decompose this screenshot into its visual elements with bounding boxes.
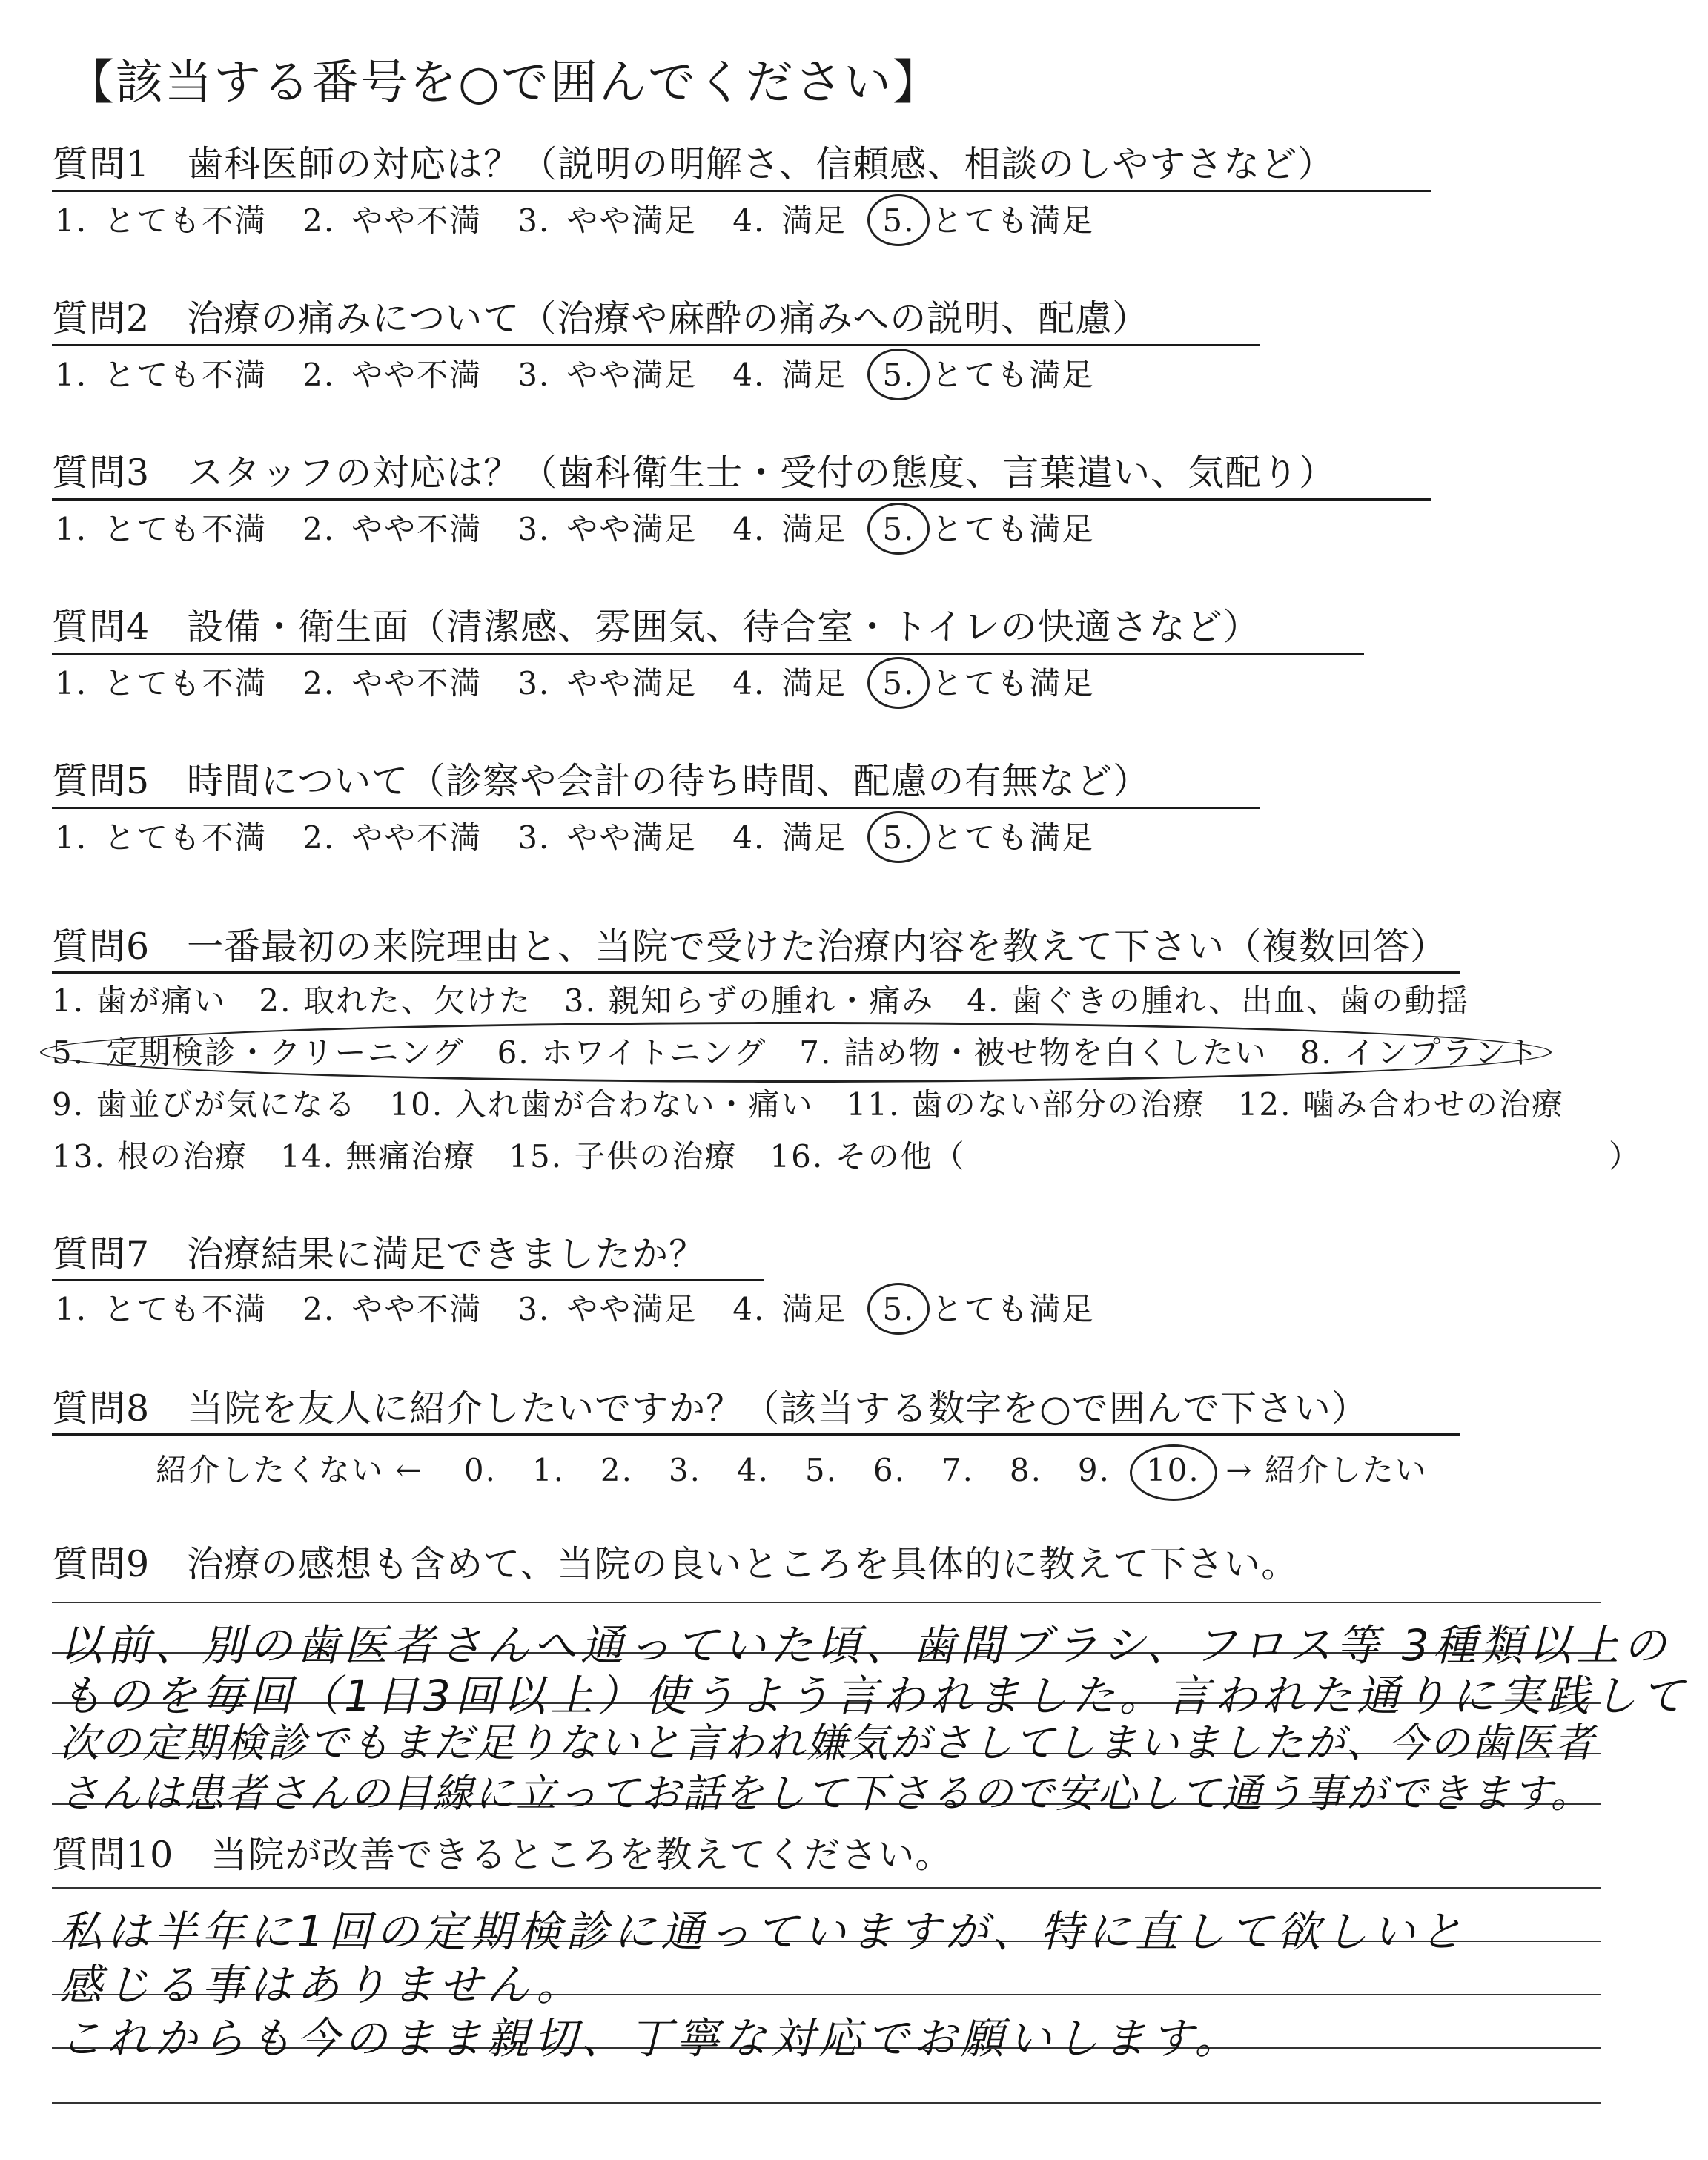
q7-underline <box>52 1279 764 1281</box>
q7-option-1-num: 1. <box>55 1291 88 1327</box>
q7-option-1[interactable] <box>52 1289 267 1330</box>
q5-title: 質問5 時間について（診察や会計の待ち時間、配慮の有無など） <box>52 760 1151 802</box>
q9-rule-0 <box>52 1602 1601 1603</box>
q4-option-4-num: 4. <box>732 665 766 701</box>
q4-option-1[interactable] <box>52 663 267 704</box>
q2-option-5-label: とても満足 <box>931 357 1095 393</box>
q5-option-1-label: とても不満 <box>104 819 268 856</box>
q2-option-1-label: とても不満 <box>104 357 268 393</box>
q9-answer-line-4[interactable]: さんは患者さんの目線に立ってお話をして下さるので安心して通う事ができます。 <box>59 1770 1592 1817</box>
q1-option-1-label: とても不満 <box>104 202 268 239</box>
q1-option-5[interactable] <box>879 200 1094 242</box>
q3-option-5-label: とても満足 <box>931 511 1095 547</box>
q3-option-4-num: 4. <box>732 511 766 547</box>
q5-option-4[interactable] <box>729 817 847 859</box>
q10-title: 質問10 当院が改善できるところを教えてください。 <box>52 1834 953 1876</box>
q4-option-3[interactable] <box>514 663 697 704</box>
q3-option-3-num: 3. <box>517 511 551 547</box>
q5-option-3[interactable] <box>514 817 697 859</box>
q2-option-3-label: やや満足 <box>566 357 698 393</box>
q3-option-4[interactable] <box>729 509 847 550</box>
q4-option-5[interactable] <box>879 663 1094 704</box>
q8-right-label: → 紹介したい <box>1225 1452 1428 1488</box>
q2-option-3[interactable] <box>514 354 697 396</box>
q10-answer-line-2[interactable]: 感じる事はありません。 <box>59 1960 584 2010</box>
q7-option-5-label: とても満足 <box>931 1291 1095 1327</box>
q3-option-5-num: 5. <box>879 509 918 550</box>
q8-scale-2[interactable]: 2. <box>600 1452 633 1488</box>
q3-title: 質問3 スタッフの対応は？（歯科衛生士・受付の態度、言葉遣い、気配り） <box>52 452 1337 494</box>
q4-underline <box>52 653 1364 655</box>
q2-option-2-num: 2. <box>302 357 336 393</box>
q6-underline <box>52 971 1460 974</box>
q2-option-2[interactable] <box>299 354 482 396</box>
q1-underline <box>52 190 1431 192</box>
q6-row-2 <box>52 1028 1540 1078</box>
q3-option-1[interactable] <box>52 509 267 550</box>
q6-row-1: 1. 歯が痛い 2. 取れた、欠けた 3. 親知らずの腫れ・痛み 4. 歯ぐきの腫れ、出血、歯の動揺 <box>52 982 1470 1019</box>
q5-option-5-label: とても満足 <box>931 819 1095 856</box>
q3-option-2[interactable] <box>299 509 482 550</box>
q8-scale-5[interactable]: 5. <box>804 1452 838 1488</box>
q4-options <box>52 663 1127 704</box>
q1-option-1[interactable] <box>52 200 267 242</box>
q5-options <box>52 817 1127 859</box>
q8-scale-4[interactable]: 4. <box>736 1452 769 1488</box>
q1-option-5-num: 5. <box>879 200 918 242</box>
q2-option-3-num: 3. <box>517 357 551 393</box>
q5-option-4-label: 満足 <box>781 819 847 856</box>
q4-option-4[interactable] <box>729 663 847 704</box>
q6-other-close: ） <box>1609 1138 1642 1175</box>
q3-option-1-num: 1. <box>55 511 88 547</box>
q2-option-4-label: 満足 <box>781 357 847 393</box>
q1-title: 質問1 歯科医師の対応は？（説明の明解さ、信頼感、相談のしやすさなど） <box>52 143 1335 185</box>
q7-option-4[interactable] <box>729 1289 847 1330</box>
q8-title: 質問8 当院を友人に紹介したいですか？（該当する数字を○で囲んで下さい） <box>52 1387 1368 1430</box>
q8-scale <box>464 1452 1214 1488</box>
q2-option-1-num: 1. <box>55 357 88 393</box>
q5-option-3-label: やや満足 <box>566 819 698 856</box>
q6-selected-option[interactable]: 5. <box>52 1034 85 1071</box>
q1-option-2[interactable] <box>299 200 482 242</box>
q4-option-5-num: 5. <box>879 663 918 704</box>
page-header: 【該当する番号を○で囲んでください】 <box>67 56 941 110</box>
q1-option-3-label: やや満足 <box>566 202 698 239</box>
q5-option-2-num: 2. <box>302 819 336 856</box>
q1-option-4-label: 満足 <box>781 202 847 239</box>
q2-option-5-num: 5. <box>879 354 918 396</box>
q4-option-3-num: 3. <box>517 665 551 701</box>
q7-options <box>52 1289 1127 1330</box>
q5-underline <box>52 807 1260 809</box>
q2-option-4-num: 4. <box>732 357 766 393</box>
q2-options <box>52 354 1127 396</box>
q2-option-1[interactable] <box>52 354 267 396</box>
q3-options <box>52 509 1127 550</box>
q10-answer-line-1[interactable]: 私は半年に1回の定期検診に通っていますが、特に直して欲しいと <box>59 1906 1467 1957</box>
q7-option-3-label: やや満足 <box>566 1291 698 1327</box>
q4-option-5-label: とても満足 <box>931 665 1095 701</box>
q8-left-label: 紹介したくない ← <box>156 1452 423 1488</box>
q6-row-2-text: 定期検診・クリーニング 6. ホワイトニング 7. 詰め物・被せ物を白くしたい 8. インプラント <box>106 1034 1540 1071</box>
q1-option-1-num: 1. <box>55 202 88 239</box>
q8-scale-6[interactable]: 6. <box>873 1452 906 1488</box>
q3-option-3[interactable] <box>514 509 697 550</box>
q5-option-2[interactable] <box>299 817 482 859</box>
q7-option-2-label: やや不満 <box>351 1291 483 1327</box>
q1-option-3-num: 3. <box>517 202 551 239</box>
q9-title: 質問9 治療の感想も含めて、当院の良いところを具体的に教えて下さい。 <box>52 1543 1299 1585</box>
q8-underline <box>52 1433 1460 1436</box>
q5-option-4-num: 4. <box>732 819 766 856</box>
q1-options <box>52 200 1127 242</box>
q2-option-5[interactable] <box>879 354 1094 396</box>
q9-answer-line-3[interactable]: 次の定期検診でもまだ足りないと言われ嫌気がさしてしまいましたが、今の歯医者 <box>59 1720 1595 1766</box>
q4-option-2[interactable] <box>299 663 482 704</box>
q3-underline <box>52 498 1431 501</box>
q10-answer-line-3[interactable]: これからも今のまま親切、丁寧な対応でお願いします。 <box>59 2013 1242 2064</box>
q7-option-5[interactable] <box>879 1289 1094 1330</box>
q4-title: 質問4 設備・衛生面（清潔感、雰囲気、待合室・トイレの快適さなど） <box>52 606 1260 648</box>
q1-option-3[interactable] <box>514 200 697 242</box>
q3-option-2-label: やや不満 <box>351 511 483 547</box>
q7-option-3[interactable] <box>514 1289 697 1330</box>
q1-option-5-label: とても満足 <box>931 202 1095 239</box>
q2-title: 質問2 治療の痛みについて（治療や麻酔の痛みへの説明、配慮） <box>52 297 1150 340</box>
q3-option-1-label: とても不満 <box>104 511 268 547</box>
q1-option-2-label: やや不満 <box>351 202 483 239</box>
q3-option-2-num: 2. <box>302 511 336 547</box>
q3-option-4-label: 満足 <box>781 511 847 547</box>
q4-option-2-label: やや不満 <box>351 665 483 701</box>
q5-option-5-num: 5. <box>879 817 918 859</box>
q8-scale-10[interactable]: 10. <box>1146 1452 1214 1488</box>
q7-option-4-num: 4. <box>732 1291 766 1327</box>
q2-option-4[interactable] <box>729 354 847 396</box>
q7-option-1-label: とても不満 <box>104 1291 268 1327</box>
q7-option-2-num: 2. <box>302 1291 336 1327</box>
q2-option-2-label: やや不満 <box>351 357 483 393</box>
q7-option-4-label: 満足 <box>781 1291 847 1327</box>
q8-scale-0[interactable]: 0. <box>463 1452 497 1488</box>
q7-option-2[interactable] <box>299 1289 482 1330</box>
q7-title: 質問7 治療結果に満足できましたか？ <box>52 1233 706 1275</box>
q7-option-5-num: 5. <box>879 1289 918 1330</box>
q3-option-5[interactable] <box>879 509 1094 550</box>
q1-option-4[interactable] <box>729 200 847 242</box>
q8-scale-row <box>156 1446 1428 1490</box>
q10-rule-4 <box>52 2102 1601 2104</box>
q5-option-2-label: やや不満 <box>351 819 483 856</box>
q2-underline <box>52 344 1260 346</box>
q5-option-1-num: 1. <box>55 819 88 856</box>
q1-option-2-num: 2. <box>302 202 336 239</box>
q8-scale-7[interactable]: 7. <box>941 1452 974 1488</box>
q8-scale-1[interactable]: 1. <box>532 1452 565 1488</box>
q4-option-2-num: 2. <box>302 665 336 701</box>
q5-option-5[interactable] <box>879 817 1094 859</box>
q3-option-3-label: やや満足 <box>566 511 698 547</box>
q6-row-4: 13. 根の治療 14. 無痛治療 15. 子供の治療 16. その他（ <box>52 1138 966 1175</box>
q4-option-1-num: 1. <box>55 665 88 701</box>
q6-title: 質問6 一番最初の来院理由と、当院で受けた治療内容を教えて下さい（複数回答） <box>52 925 1448 968</box>
q9-answer-line-2[interactable]: ものを毎回（1日3回以上）使うよう言われました。言われた通りに実践して <box>59 1671 1689 1721</box>
q1-option-4-num: 4. <box>732 202 766 239</box>
q10-rule-0 <box>52 1887 1601 1889</box>
q4-option-1-label: とても不満 <box>104 665 268 701</box>
q8-scale-9[interactable]: 9. <box>1077 1452 1110 1488</box>
q7-option-3-num: 3. <box>517 1291 551 1327</box>
q5-option-3-num: 3. <box>517 819 551 856</box>
q4-option-3-label: やや満足 <box>566 665 698 701</box>
q4-option-4-label: 満足 <box>781 665 847 701</box>
q8-scale-3[interactable]: 3. <box>668 1452 701 1488</box>
q8-scale-8[interactable]: 8. <box>1009 1452 1042 1488</box>
q9-answer-line-1[interactable]: 以前、別の歯医者さんへ通っていた頃、歯間ブラシ、フロス等 3種類以上の <box>59 1620 1671 1671</box>
q5-option-1[interactable] <box>52 817 267 859</box>
q6-row-3: 9. 歯並びが気になる 10. 入れ歯が合わない・痛い 11. 歯のない部分の治療 12. 噛み合わせの治療 <box>52 1086 1564 1123</box>
